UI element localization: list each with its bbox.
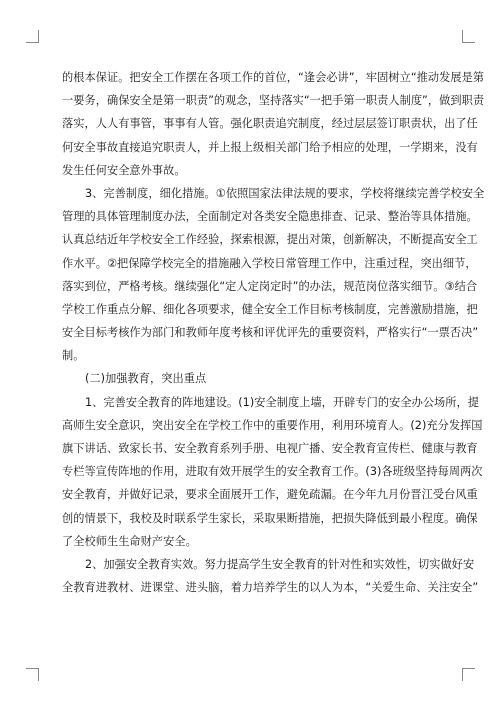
text-line: 落实，人人有事管，事事有人管。强化职责追究制度，经过层层签订职责状，出了任 <box>62 117 478 131</box>
text-line: 认真总结近年学校安全工作经验，探索根源，提出对策，创新解决，不断提高安全工 <box>62 233 478 247</box>
crop-mark-top-left <box>26 30 39 43</box>
text-line: 旗下讲话、致家长书、安全教育系列手册、电视广播、安全教育宣传栏、健康与教育 <box>62 442 478 455</box>
crop-mark-bottom-left <box>26 668 39 681</box>
text-line: 全教育进教材、进课堂、进头脑，着力培养学生的以人为本，“关爱生命、关注安全” <box>62 581 479 595</box>
text-line: 的根本保证。把安全工作摆在各项工作的首位，“逢会必讲”，牢固树立“推动发展是第 <box>62 71 485 84</box>
text-line: 高师生安全意识，突出安全在学校工作中的重要作用，利用环境育人。(2)充分发挥国 <box>62 418 483 432</box>
crop-mark-top-right <box>462 30 475 43</box>
text-line: 作水平。②把保障学校完全的措施融入学校日常管理工作中，注重过程，突出细节， <box>62 256 477 270</box>
text-line: 发生任何安全意外事故。 <box>62 163 186 177</box>
text-line: 安全目标考核作为部门和教师年度考核和评优评先的重要资料，严格实行“一票否决” <box>62 326 479 340</box>
text-line: 制。 <box>62 349 85 363</box>
crop-mark-bottom-right <box>462 668 475 681</box>
text-line: 2、加强安全教育实效。努力提高学生安全教育的针对性和实效性，切实做好安 <box>85 557 475 571</box>
text-line: 3、完善制度，细化措施。①依照国家法律法规的要求，学校将继续完善学校安全 <box>85 186 485 200</box>
text-line: 管理的具体管理制度办法，全面制定对各类安全隐患排查、记录、整治等具体措施。 <box>62 210 478 224</box>
text-line: 创的情景下，我校及时联系学生家长，采取果断措施，把损失降低到最小程度。确保 <box>62 511 478 525</box>
text-line: 1、完善安全教育的阵地建设。(1)安全制度上墙，开辟专门的安全办公场所，提 <box>85 395 480 409</box>
text-line: (二)加强教育，突出重点 <box>85 372 207 386</box>
text-line: 一要务，确保安全是第一职责”的观念，坚持落实“一把手第一职责人制度”，做到职责 <box>62 94 485 108</box>
text-line: 了全校师生生命财产安全。 <box>62 534 197 548</box>
document-body <box>62 66 485 599</box>
text-line: 安全教育，并做好记录，要求全面展开工作，避免疏漏。在今年九月份晋江受台风重 <box>62 488 478 502</box>
text-line: 落实到位，严格考核。继续强化“定人定岗定时”的办法，规范岗位落实细节。③结合 <box>62 279 478 293</box>
text-line: 学校工作重点分解、细化各项要求，健全安全工作目标考核制度，完善激励措施，把 <box>62 302 478 316</box>
text-line: 何安全事故直接追究职责人，并上报上级相关部门给予相应的处理，一学期来，没有 <box>62 140 478 154</box>
text-line: 专栏等宣传阵地的作用，进取有效开展学生的安全教育工作。(3)各班级坚持每周两次 <box>62 465 483 479</box>
